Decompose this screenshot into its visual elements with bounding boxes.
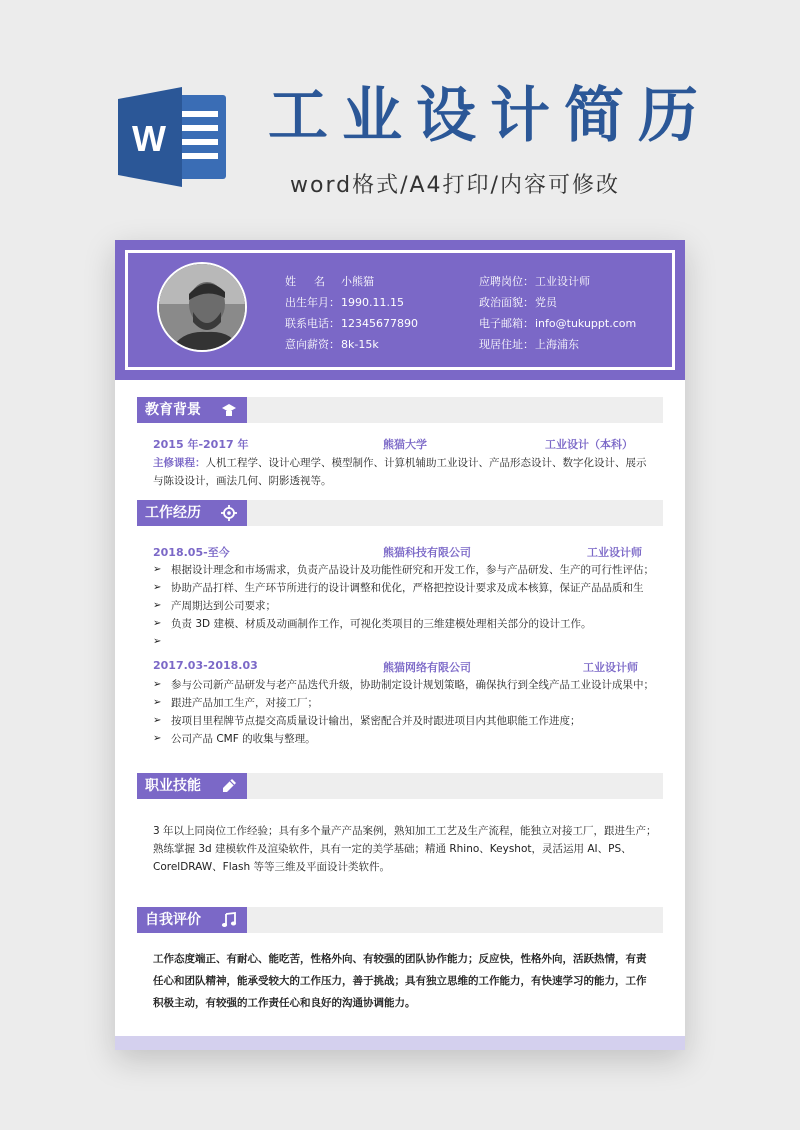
- section-title: [137, 500, 247, 526]
- info-label: 政治面貌：: [479, 296, 534, 309]
- banner-title: 工业设计简历: [268, 81, 712, 151]
- info-salary: [285, 336, 379, 352]
- info-email: [479, 315, 636, 331]
- course-line: [153, 454, 663, 472]
- edu-courses: [153, 454, 663, 490]
- edu-major: 工业设计（本科）: [545, 438, 633, 451]
- info-label: 电子邮箱：: [479, 317, 534, 330]
- job-company: 熊猫网络有限公司: [383, 661, 471, 674]
- avatar-photo: [159, 264, 247, 352]
- pencil-icon: [221, 778, 237, 794]
- info-value: 党员: [535, 296, 557, 309]
- list-item: ➢ 参与公司新产品研发与老产品迭代升级，协助制定设计规划策略，确保执行到全线产品工业设计成果中；: [153, 676, 665, 694]
- info-name: [285, 273, 374, 289]
- info-label: 应聘岗位：: [479, 275, 534, 288]
- job-period: 2018.05-至今: [153, 546, 230, 559]
- self-line: 任心和团队精神，能承受较大的工作压力，善于挑战；具有独立思维的工作能力，有快速学习的能力，工作: [153, 975, 647, 987]
- section-title: [137, 773, 247, 799]
- list-item: ➢ 跟进产品加工生产，对接工厂；: [153, 694, 665, 712]
- info-birth: [285, 294, 404, 310]
- skills-line: CorelDRAW、Flash 等等三维及平面设计类软件。: [153, 861, 391, 873]
- music-note-icon: [221, 912, 237, 928]
- skills-line: 熟练掌握 3d 建模软件及渲染软件，具有一定的美学基础；精通 Rhino、Keyshot，灵活运用 AI、PS、: [153, 843, 632, 855]
- resume-header: [115, 240, 685, 380]
- info-phone: [285, 315, 418, 331]
- info-value: info@tukuppt.com: [535, 317, 637, 330]
- course-label: 主修课程：: [153, 457, 206, 469]
- avatar: [157, 262, 247, 352]
- job-period: 2017.03-2018.03: [153, 659, 258, 672]
- section-title: [137, 397, 247, 423]
- self-line: 积极主动，有较强的工作责任心和良好的沟通协调能力。: [153, 997, 416, 1009]
- section-work: [137, 500, 663, 526]
- list-item: ➢ 公司产品 CMF 的收集与整理。: [153, 730, 665, 748]
- list-item: [153, 597, 665, 615]
- section-title-text: 职业技能: [145, 778, 201, 794]
- info-value: 8k-15k: [341, 338, 379, 351]
- skills-text: [153, 822, 665, 876]
- info-value: 1990.11.15: [341, 296, 404, 309]
- info-value: 12345677890: [341, 317, 418, 330]
- course-text: 人机工程学、设计心理学、模型制作、计算机辅助工业设计、产品形态设计、数字化设计、展示: [205, 457, 647, 469]
- info-value: 工业设计师: [535, 275, 590, 288]
- info-address: [479, 336, 579, 352]
- paper-footer: [115, 1036, 685, 1050]
- word-icon: [118, 85, 228, 189]
- job-bullets: [153, 561, 665, 651]
- section-skills: [137, 773, 663, 799]
- section-title: [137, 907, 247, 933]
- section-education: [137, 397, 663, 423]
- self-line: 工作态度端正、有耐心、能吃苦，性格外向、有较强的团队协作能力；反应快，性格外向，活跃热情，有责: [153, 953, 647, 965]
- job-bullets: [153, 676, 665, 748]
- job-role: 工业设计师: [587, 546, 642, 559]
- edu-school: 熊猫大学: [383, 438, 427, 451]
- section-title-text: 工作经历: [145, 505, 201, 521]
- info-label: 联系电话：: [285, 317, 340, 330]
- info-label: 姓名: [285, 275, 343, 288]
- skills-line: 3 年以上同岗位工作经验；具有多个量产产品案例，熟知加工工艺及生产流程，能独立对接工厂，跟进生产；: [153, 825, 657, 837]
- info-position: [479, 273, 590, 289]
- info-value: 上海浦东: [535, 338, 579, 351]
- list-item: ➢ 协助产品打样、生产环节所进行的设计调整和优化，严格把控设计要求及成本核算，保证产品品质和生: [153, 579, 665, 597]
- section-title-text: 自我评价: [145, 912, 201, 928]
- graduation-icon: [221, 402, 237, 418]
- list-item: [153, 633, 665, 651]
- info-political: [479, 294, 557, 310]
- svg-text:W: W: [132, 118, 166, 159]
- list-item: ➢ 按项目里程牌节点提交高质量设计输出，紧密配合并及时跟进项目内其他职能工作进度；: [153, 712, 665, 730]
- list-item: ➢ 负责 3D 建模、材质及动画制作工作，可视化类项目的三维建模处理相关部分的设计工作。: [153, 615, 665, 633]
- banner-subtitle: word格式/A4打印/内容可修改: [290, 173, 620, 198]
- target-icon: [221, 505, 237, 521]
- section-title-text: 教育背景: [145, 402, 201, 418]
- info-value: 小熊猫: [341, 275, 374, 288]
- list-item: ➢ 根据设计理念和市场需求，负责产品设计及功能性研究和开发工作，参与产品研发、生产的可行性评估；: [153, 561, 665, 579]
- job-company: 熊猫科技有限公司: [383, 546, 471, 559]
- list-item-text: 产周期达到公司要求；: [171, 600, 276, 612]
- self-text: [153, 948, 667, 1014]
- info-label: 意向薪资：: [285, 338, 340, 351]
- course-line: 与陈设设计，画法几何、阴影透视等。: [153, 475, 332, 487]
- info-label: 现居住址：: [479, 338, 534, 351]
- edu-period: 2015 年-2017 年: [153, 438, 249, 451]
- resume-paper: [115, 240, 685, 1050]
- info-label: 出生年月：: [285, 296, 340, 309]
- section-self: [137, 907, 663, 933]
- job-role: 工业设计师: [583, 661, 638, 674]
